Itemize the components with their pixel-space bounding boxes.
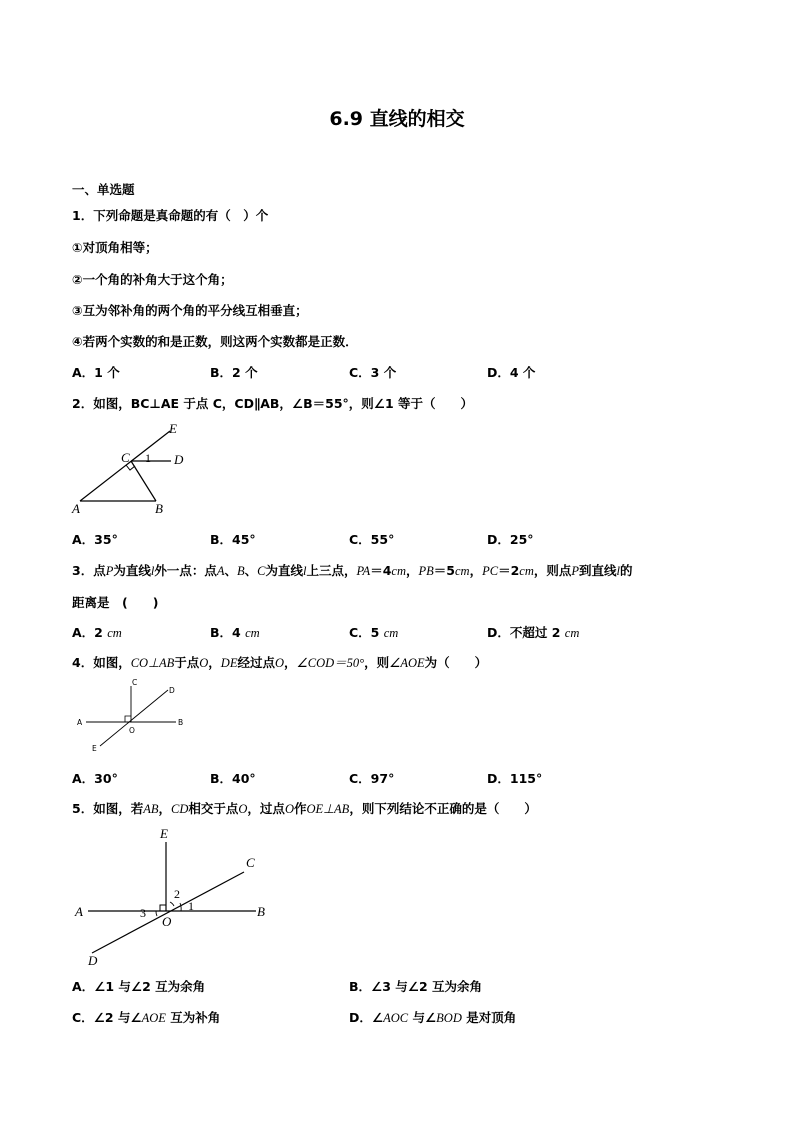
q5-angle-2-arc bbox=[170, 902, 174, 906]
q5-angle-3-arc bbox=[156, 911, 157, 916]
q4-option-a[interactable]: A．30° bbox=[72, 771, 118, 786]
q2-segment-bc bbox=[131, 461, 156, 501]
q5-right-angle-mark bbox=[160, 905, 166, 911]
q5-option-a[interactable]: A．∠1 与∠2 互为余角 bbox=[72, 979, 206, 994]
q5-stem: 5．如图，若AB，CD相交于点O，过点O作OE⊥AB，则下列结论不正确的是（ ） bbox=[72, 801, 537, 816]
q2-label-b: B bbox=[155, 501, 163, 516]
q2-label-e: E bbox=[169, 421, 177, 436]
q4-stem: 4．如图，CO⊥AB于点O，DE经过点O，∠COD＝50°，则∠AOE为（ ） bbox=[72, 655, 488, 670]
q4-label-e: E bbox=[92, 744, 97, 753]
q3-option-d[interactable]: D．不超过 2 cm bbox=[487, 625, 580, 640]
q4-label-d: D bbox=[169, 686, 175, 695]
q1-item-2: ②一个角的补角大于这个角； bbox=[72, 272, 233, 287]
q2-stem: 2．如图，BC⊥AE 于点 C，CD∥AB，∠B＝55°，则∠1 等于（ ） bbox=[72, 396, 474, 411]
q2-figure bbox=[66, 418, 196, 520]
q5-label-c: C bbox=[246, 855, 255, 870]
q5-figure bbox=[70, 825, 280, 970]
q3-stem-line1: 3．点P为直线l外一点：点A、B、C为直线l上三点，PA＝4cm，PB＝5cm，PC＝2cm，则点P到直线l的 bbox=[72, 563, 633, 578]
q1-option-b[interactable]: B．2 个 bbox=[210, 365, 258, 380]
q4-option-b[interactable]: B．40° bbox=[210, 771, 256, 786]
q1-option-d[interactable]: D．4 个 bbox=[487, 365, 536, 380]
q2-option-b[interactable]: B．45° bbox=[210, 532, 256, 547]
q4-option-d[interactable]: D．115° bbox=[487, 771, 543, 786]
q2-label-a: A bbox=[72, 501, 80, 516]
q1-item-3: ③互为邻补角的两个角的平分线互相垂直； bbox=[72, 303, 308, 318]
q2-label-d: D bbox=[174, 452, 184, 467]
q4-label-a: A bbox=[77, 718, 83, 727]
q5-label-b: B bbox=[257, 904, 265, 919]
q3-stem-line2: 距离是 ( ) bbox=[72, 595, 159, 610]
q4-label-o: O bbox=[129, 726, 135, 735]
q1-option-a[interactable]: A．1 个 bbox=[72, 365, 120, 380]
q5-angle-1-arc bbox=[180, 903, 181, 911]
q1-option-c[interactable]: C．3 个 bbox=[349, 365, 397, 380]
q4-option-c[interactable]: C．97° bbox=[349, 771, 395, 786]
q5-label-2: 2 bbox=[174, 887, 180, 901]
q3-option-a[interactable]: A．2 cm bbox=[72, 625, 122, 640]
q5-label-1: 1 bbox=[188, 899, 194, 913]
q3-option-b[interactable]: B．4 cm bbox=[210, 625, 260, 640]
q1-stem: 1．下列命题是真命题的有（ ）个 bbox=[72, 208, 269, 223]
q5-label-d: D bbox=[88, 953, 98, 968]
q4-label-b: B bbox=[178, 718, 184, 727]
q5-option-c[interactable]: C．∠2 与∠AOE 互为补角 bbox=[72, 1010, 221, 1025]
q2-option-d[interactable]: D．25° bbox=[487, 532, 534, 547]
q2-option-c[interactable]: C．55° bbox=[349, 532, 395, 547]
q1-item-1: ①对顶角相等； bbox=[72, 240, 158, 255]
q2-option-a[interactable]: A．35° bbox=[72, 532, 118, 547]
q2-label-c: C bbox=[121, 450, 130, 465]
page-title: 6.9 直线的相交 bbox=[329, 108, 465, 130]
q5-label-e: E bbox=[160, 826, 168, 841]
q4-figure bbox=[72, 674, 196, 754]
q5-label-a: A bbox=[75, 904, 83, 919]
section-heading: 一、单选题 bbox=[72, 182, 135, 197]
q5-label-3: 3 bbox=[140, 906, 146, 920]
q4-label-c: C bbox=[132, 678, 138, 687]
q5-option-b[interactable]: B．∠3 与∠2 互为余角 bbox=[349, 979, 483, 994]
q1-item-4: ④若两个实数的和是正数，则这两个实数都是正数． bbox=[72, 334, 358, 349]
q2-line-ae bbox=[80, 431, 170, 501]
q5-line-cd bbox=[92, 872, 244, 953]
q4-line-de bbox=[100, 690, 168, 746]
q2-label-1: 1 bbox=[145, 451, 151, 465]
q3-option-c[interactable]: C．5 cm bbox=[349, 625, 399, 640]
q5-label-o: O bbox=[162, 914, 172, 929]
q5-option-d[interactable]: D．∠AOC 与∠BOD 是对顶角 bbox=[349, 1010, 517, 1025]
